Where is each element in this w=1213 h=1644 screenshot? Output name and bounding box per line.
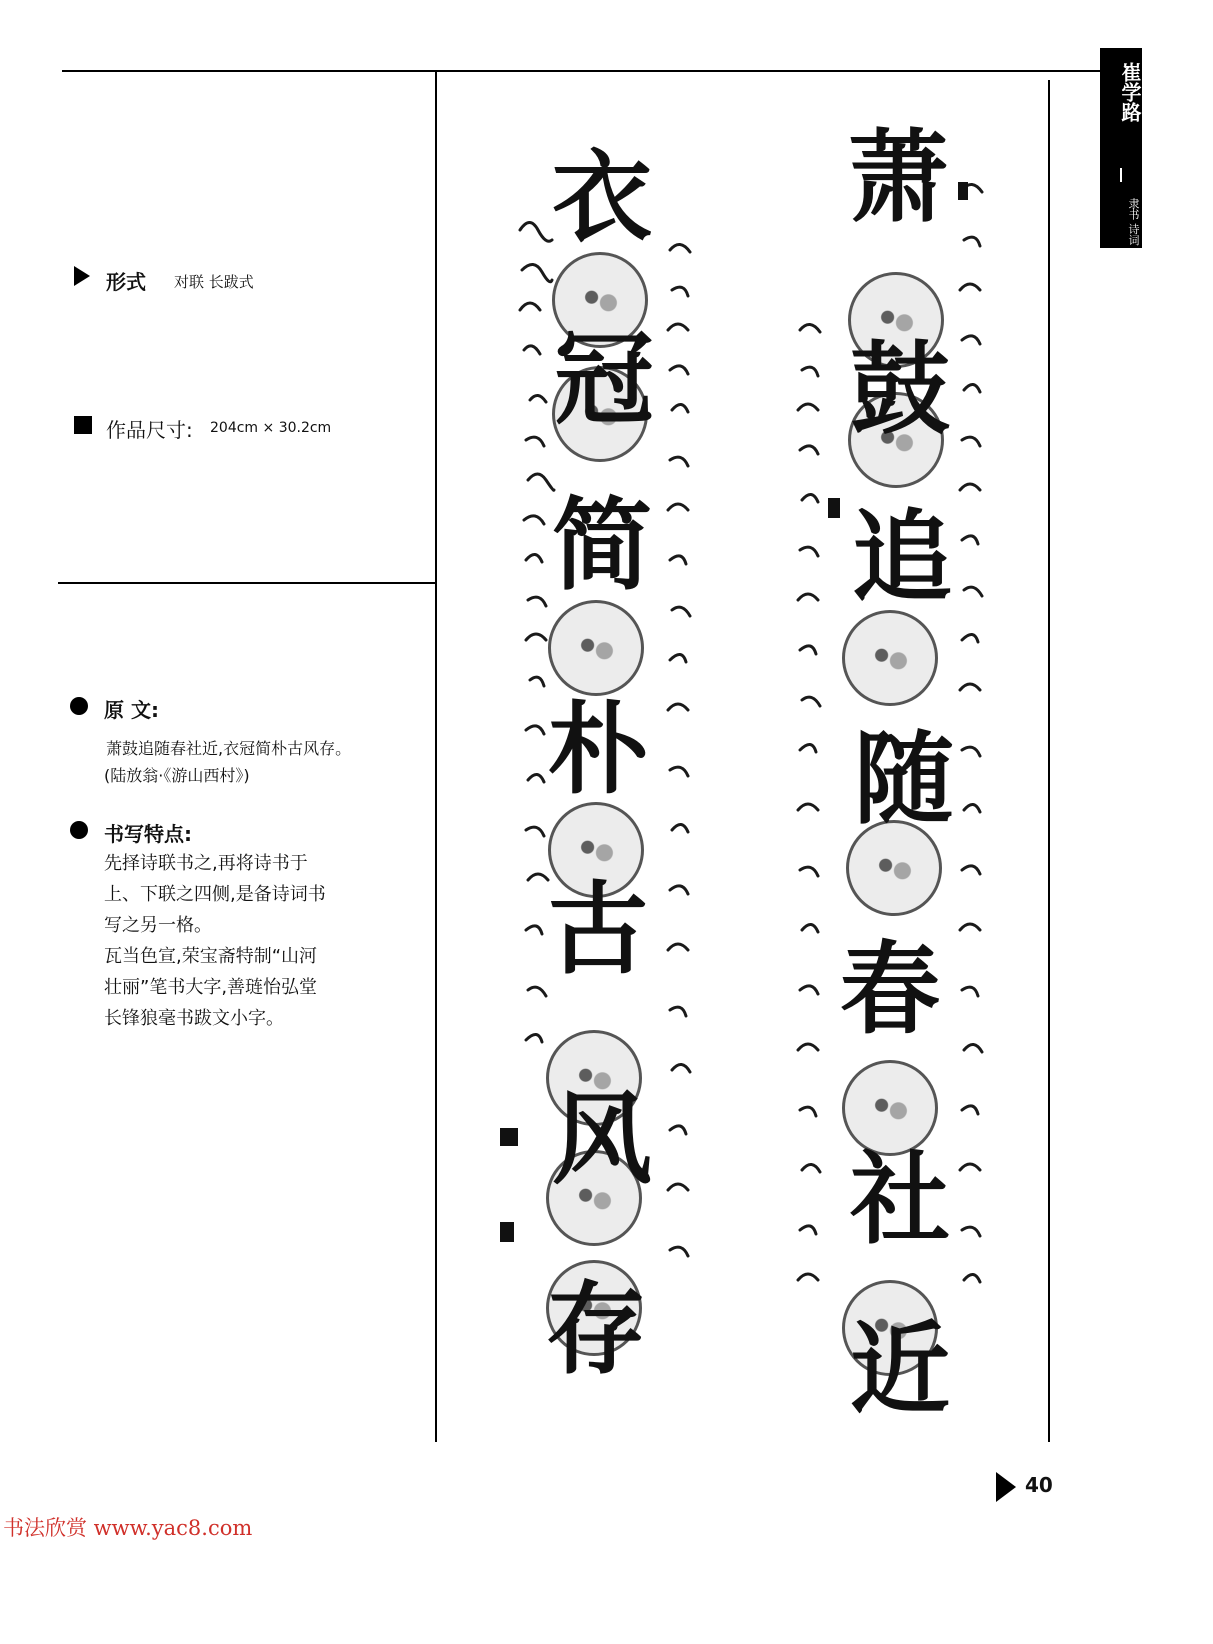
couplet-left-char: 风: [552, 1080, 652, 1198]
features-line: 壮丽”笔书大字,善琏怡弘堂: [104, 977, 318, 998]
couplet-right-char: 近: [850, 1310, 950, 1428]
couplet-left-char: 存: [546, 1270, 646, 1388]
features-line: 长锋狼毫书跋文小字。: [104, 1008, 284, 1029]
top-rule: [62, 70, 1100, 72]
page-arrow-icon: [996, 1472, 1016, 1502]
size-label: 作品尺寸:: [106, 418, 193, 442]
seal-stamp: [958, 182, 968, 200]
form-bullet-icon: [74, 266, 90, 286]
original-label: 原 文:: [104, 698, 159, 722]
seal-stamp: [500, 1222, 514, 1242]
features-line: 先择诗联书之,再将诗书于: [104, 853, 308, 874]
couplet-left-char: 衣: [552, 138, 652, 256]
couplet-right-char: 追: [852, 498, 952, 616]
panel-divider: [435, 72, 437, 1442]
couplet-right-char: 随: [854, 720, 954, 838]
size-bullet-icon: [74, 416, 92, 434]
side-tab-tick: [1120, 168, 1122, 182]
couplet-left-char: 古: [548, 870, 648, 988]
features-line: 写之另一格。: [104, 915, 212, 936]
couplet-right-char: 萧: [848, 118, 948, 236]
form-label: 形式: [106, 270, 146, 294]
original-source: (陆放翁·《游山西村》): [104, 766, 250, 785]
side-tab-book: 隶书 诗词: [1127, 198, 1140, 246]
couplet-right-char: 春: [840, 930, 940, 1048]
handwritten-inscription: [500, 170, 1020, 1410]
couplet-right-char: 社: [850, 1140, 950, 1258]
couplet-right-char: 鼓: [850, 330, 950, 448]
features-label: 书写特点:: [104, 822, 192, 846]
site-watermark: 书法欣赏 www.yac8.com: [3, 1516, 253, 1540]
features-text: [104, 848, 404, 1034]
side-tab-author: 崔学路: [1118, 62, 1142, 122]
side-tab: [1100, 48, 1142, 248]
page-number: 40: [1025, 1473, 1053, 1497]
original-text: 萧鼓追随春社近,衣冠简朴古风存。: [106, 739, 352, 758]
couplet-left-char: 冠: [554, 320, 654, 438]
features-bullet-icon: [70, 821, 88, 839]
size-value: 204cm × 30.2cm: [210, 420, 332, 436]
seal-stamp: [828, 498, 840, 518]
couplet-left-char: 朴: [548, 690, 648, 808]
features-line: 上、下联之四侧,是备诗词书: [104, 884, 326, 905]
form-value: 对联 长跋式: [174, 273, 254, 291]
seal-stamp: [500, 1128, 518, 1146]
original-bullet-icon: [70, 697, 88, 715]
info-bottom-rule: [58, 582, 436, 584]
features-line: 瓦当色宣,荣宝斋特制“山河: [104, 946, 318, 967]
artwork-right-rule: [1048, 80, 1050, 1442]
couplet-left-char: 简: [552, 486, 652, 604]
